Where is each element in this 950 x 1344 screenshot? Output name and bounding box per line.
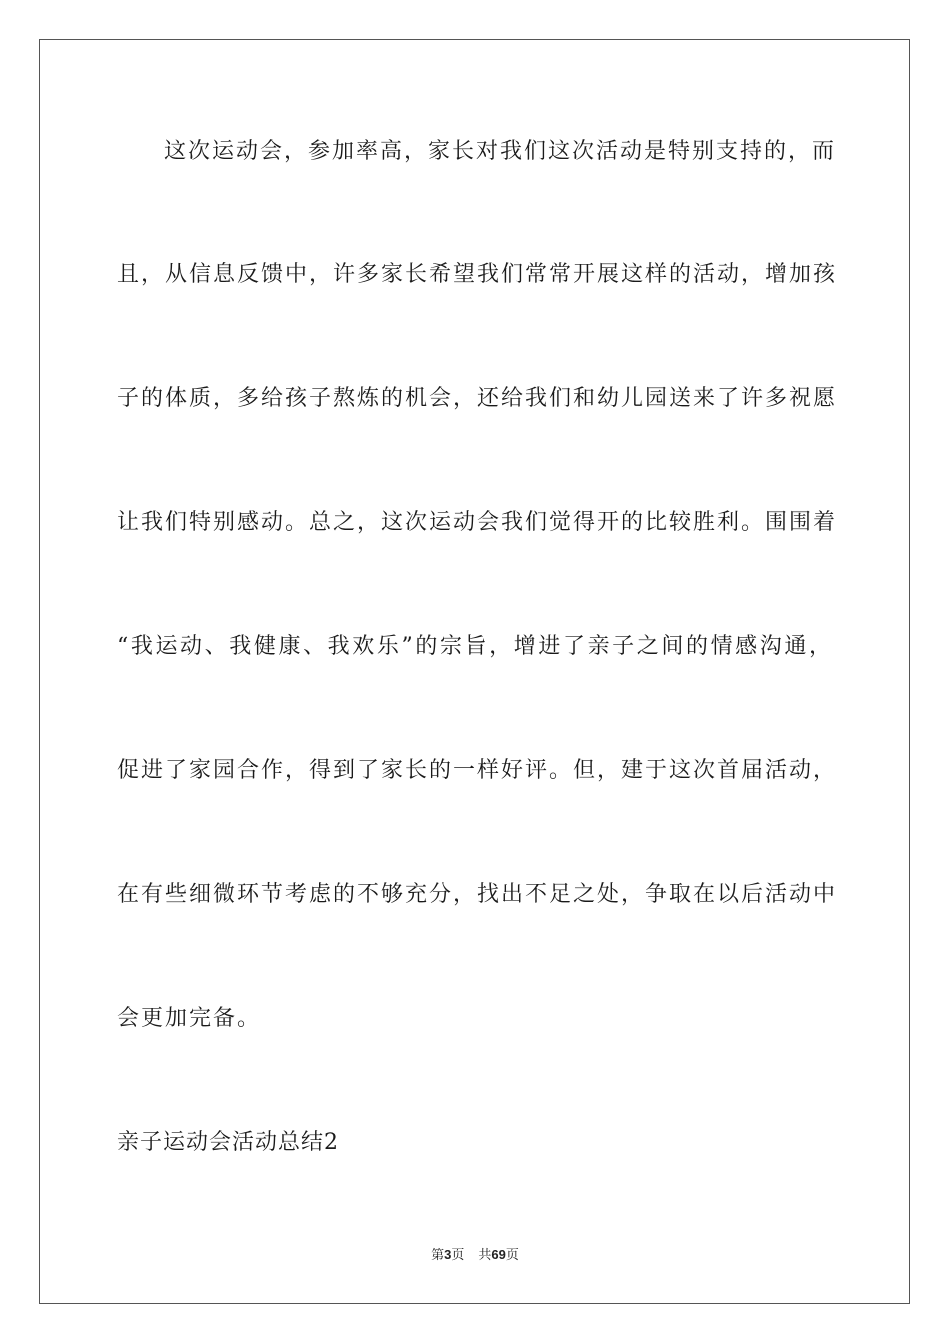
page-prefix: 第 (431, 1248, 445, 1263)
paragraph-line-6: 促进了家园合作，得到了家长的一样好评。但，建于这次首届活动， (117, 758, 838, 783)
page-border (39, 39, 910, 1304)
total-prefix: 共 (478, 1248, 492, 1263)
section-heading: 亲子运动会活动总结2 (117, 1130, 339, 1155)
paragraph-line-3: 子的体质，多给孩子熬炼的机会，还给我们和幼儿园送来了许多祝愿 (117, 386, 838, 411)
paragraph-line-4: 让我们特别感动。总之，这次运动会我们觉得开的比较胜利。围围着 (117, 510, 838, 535)
paragraph-line-2: 且，从信息反馈中，许多家长希望我们常常开展这样的活动，增加孩 (117, 262, 838, 287)
total-suffix: 页 (505, 1248, 519, 1263)
paragraph-line-8: 会更加完备。 (117, 1006, 262, 1031)
paragraph-line-7: 在有些细微环节考虑的不够充分，找出不足之处，争取在以后活动中 (117, 882, 838, 907)
page-number: 3 (444, 1247, 452, 1262)
page-footer (0, 1246, 950, 1265)
total-pages: 69 (491, 1247, 506, 1262)
paragraph-line-5: “我运动、我健康、我欢乐”的宗旨，增进了亲子之间的情感沟通， (117, 634, 833, 659)
page-suffix: 页 (451, 1248, 465, 1263)
paragraph-line-1: 这次运动会，参加率高，家长对我们这次活动是特别支持的，而 (164, 139, 837, 164)
